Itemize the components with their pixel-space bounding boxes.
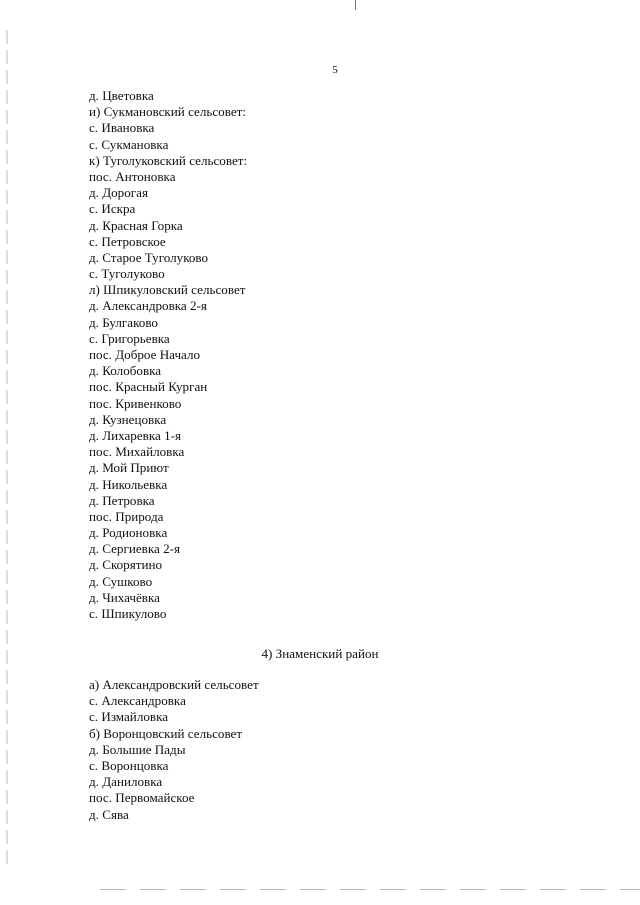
- list-item: д. Дорогая: [89, 185, 148, 201]
- list-item: пос. Михайловка: [89, 444, 185, 460]
- settlement-list-continued: [89, 88, 247, 622]
- list-item: пос. Кривенково: [89, 395, 182, 411]
- list-item: д. Лихаревка 1-я: [89, 427, 182, 443]
- list-item: д. Даниловка: [89, 774, 163, 790]
- list-item: д. Скорятино: [89, 557, 163, 573]
- list-item: д. Красная Горка: [89, 217, 183, 233]
- list-item: д. Старое Туголуково: [89, 249, 209, 265]
- list-item: с. Александровка: [89, 693, 186, 709]
- list-item: с. Измайловка: [89, 709, 169, 725]
- list-item: с. Туголуково: [89, 266, 165, 282]
- list-item: д. Булгаково: [89, 314, 158, 330]
- list-item: б) Воронцовский сельсовет: [89, 725, 243, 741]
- list-item: л) Шпикуловский сельсовет: [89, 282, 246, 298]
- list-item: а) Александровский сельсовет: [89, 677, 259, 692]
- list-item: с. Григорьевка: [89, 330, 170, 346]
- list-item: д. Колобовка: [89, 363, 162, 379]
- list-item: пос. Красный Курган: [89, 379, 208, 395]
- scan-bottom-edge: [100, 889, 640, 890]
- list-item: с. Искра: [89, 201, 136, 217]
- list-item: пос. Антоновка: [89, 168, 176, 184]
- list-item: д. Большие Пады: [89, 741, 186, 757]
- list-item: с. Воронцовка: [89, 757, 169, 773]
- list-item: д. Родионовка: [89, 525, 168, 541]
- list-item: д. Сява: [89, 806, 129, 822]
- settlement-list-znamensky: [89, 677, 259, 823]
- list-item: д. Петровка: [89, 492, 155, 508]
- list-item: пос. Первомайское: [89, 790, 195, 806]
- list-item: д. Александровка 2-я: [89, 298, 207, 314]
- page-number: 5: [332, 64, 338, 76]
- scan-edge-artifact: [6, 30, 8, 870]
- list-item: д. Чихачёвка: [89, 589, 160, 605]
- list-item: с. Петровское: [89, 233, 166, 249]
- list-item: д. Цветовка: [89, 88, 154, 103]
- list-item: д. Кузнецовка: [89, 411, 167, 427]
- list-item: д. Сушково: [89, 573, 153, 589]
- scan-top-mark: [355, 0, 356, 10]
- list-item: пос. Природа: [89, 508, 164, 524]
- list-item: д. Никольевка: [89, 476, 168, 492]
- list-item: с. Ивановка: [89, 120, 155, 136]
- district-heading: 4) Знаменский район: [261, 646, 379, 661]
- list-item: с. Шпикулово: [89, 606, 167, 621]
- list-item: и) Сукмановский сельсовет:: [89, 104, 247, 120]
- list-item: к) Туголуковский сельсовет:: [89, 152, 248, 168]
- list-item: с. Сукмановка: [89, 136, 169, 152]
- list-item: д. Мой Приют: [89, 460, 169, 476]
- list-item: д. Сергиевка 2-я: [89, 541, 181, 557]
- list-item: пос. Доброе Начало: [89, 347, 201, 362]
